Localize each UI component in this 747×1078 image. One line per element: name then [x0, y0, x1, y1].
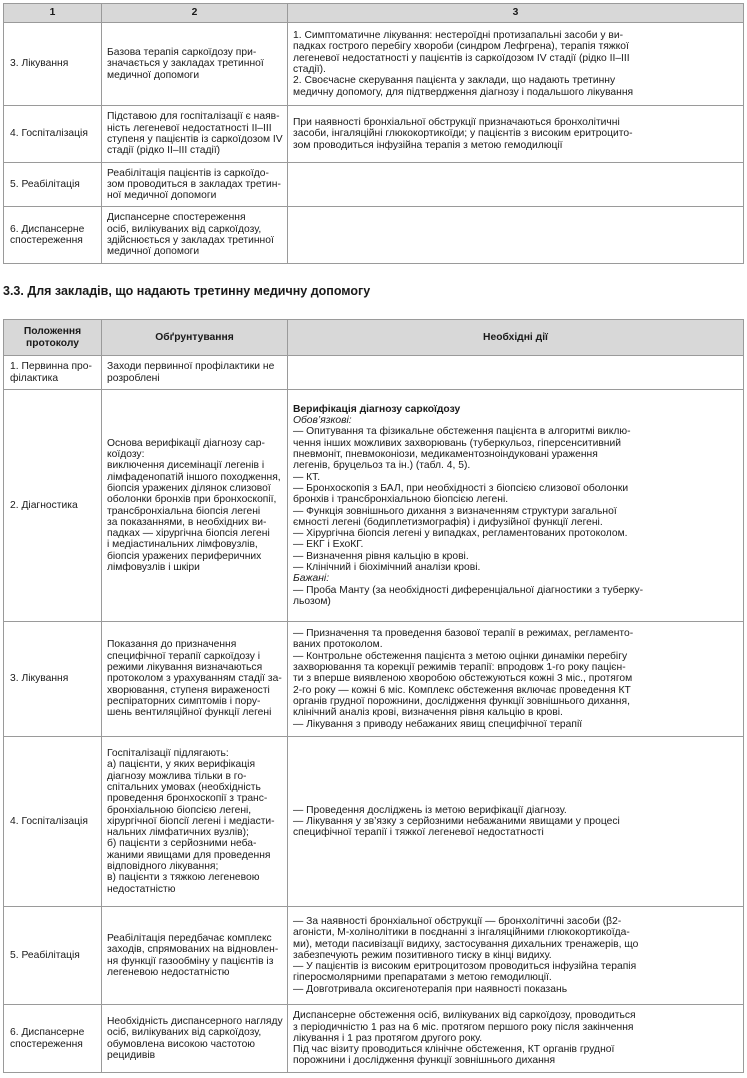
- header-basis: Обґрунтування: [102, 320, 288, 356]
- table-row-dispensary: [4, 207, 744, 264]
- actions-cell: При наявності бронхіальної обструкції призначаються бронхолітичні засоби, інгаляційні глюкокортикоїди; у пацієнтів з високим еритроцито- зом проводиться інфузійна терапія з метою гемодилюції: [288, 106, 744, 163]
- actions-cell: 1. Симптоматичне лікування: нестероїдні протизапальні засоби у ви- падках гострого перебігу хвороби (синдром Лефгрена), терапія тяжкої легеневої недостатності у пацієнтів із саркоїдозом IV стадії (рідко II–III стадії). 2. Своєчасне скерування пацієнта у заклади, що надають третинну медичну допомогу, для підтвердження діагнозу і подальшого лікування: [288, 23, 744, 106]
- basis-cell: Госпіталізації підлягають: а) пацієнти, у яких верифікація діагнозу можлива тільки в го- спітальних умовах (необхідність проведення бронхоскопії з транс- бронхіальною біопсією легені, хірургічної біопсії легені і медіасти- нальних лімфатичних вузлів); б) пацієнти з серйозними неба- жаними явищами для проведення відповідного лікування; в) пацієнти з тяжкою легеневою недостатністю: [102, 737, 288, 907]
- actions-cell-empty: [288, 207, 744, 264]
- header-cell-3: 3: [288, 4, 744, 23]
- stage-cell: 4. Госпіталізація: [4, 106, 102, 163]
- basis-cell: Реабілітація передбачає комплекс заходів, спрямованих на відновлен- ня функції газообміну у пацієнтів із легеневою недостатністю: [102, 907, 288, 1005]
- stage-cell: 5. Реабілітація: [4, 907, 102, 1005]
- basis-cell: Показання до призначення специфічної терапії саркоїдозу і режими лікування визначаються протоколом з урахуванням стадії за- хворювання, ступеня вираженості респіраторних симптомів і пору- шень вентиляційної функції легені: [102, 622, 288, 737]
- actions-cell: — Призначення та проведення базової терапії в режимах, регламенто- ваних протоколом. — Контрольне обстеження пацієнта з метою оцінки динаміки перебігу захворювання та корекції режимів терапії: впродовж 1-го року пацієн- ти з вперше виявленою хворобою обстежуються кожні 3 міс., протягом 2-го року — кожні 6 міс. Комплекс обстеження включає проведення КТ органів грудної порожнини, дослідження функції зовнішнього дихання, клінічний аналіз крові, визначення рівня кальцію в крові. — Лікування з приводу небажаних явищ специфічної терапії: [288, 622, 744, 737]
- table-row-hospitalization: [4, 106, 744, 163]
- table-row-prevention: [4, 356, 744, 390]
- table-primary-care: [3, 3, 744, 264]
- basis-cell: Заходи первинної профілактики не розроблені: [102, 356, 288, 390]
- actions-cell: Верифікація діагнозу саркоїдозу Обов’язкові: — Опитування та фізикальне обстеження пацієнта в алгоритмі виклю- чення інших можливих захворювань (туберкульоз, гіперсенситивний пневмоніт, пневмоконіози, медикаментозноіндуковані ураження легенів, бруцельоз та ін.) (табл. 4, 5). — КТ. — Бронхоскопія з БАЛ, при необхідності з біопсією слизової оболонки бронхів і трансбронхіальною біопсією легені. — Функція зовнішнього дихання з визначенням структури загальної ємності легені (бодиплетизмографія) і дифузійної функції легені. — Хірургічна біопсія легені у випадках, регламентованих протоколом. — ЕКГ і ЕхоКГ. — Визначення рівня кальцію в крові. — Клінічний і біохімічний аналізи крові. Бажані: — Проба Манту (за необхідності диференціальної діагностики з туберку- льозом): [288, 390, 744, 622]
- table-row-treatment: [4, 23, 744, 106]
- stage-cell: 6. Диспансерне спостереження: [4, 1005, 102, 1073]
- table-header-row: [4, 320, 744, 356]
- stage-cell: 2. Діагностика: [4, 390, 102, 622]
- stage-cell: 3. Лікування: [4, 23, 102, 106]
- basis-cell: Основа верифікації діагнозу сар- коїдозу: виключення дисемінації легенів і лімфаденопатій іншого походження, біопсія уражених ділянок слизової оболонки бронхів при бронхоскопії, трансбронхіальна біопсія легені за показаннями, в необхідних ви- падках — хірургічна біопсія легені і медіастинальних лімфовузлів, біопсія уражених периферичних лімфовузлів і шкіри: [102, 390, 288, 622]
- desirable-label: Бажані:: [293, 573, 330, 585]
- table-row-dispensary: [4, 1005, 744, 1073]
- header-cell-1: 1: [4, 4, 102, 23]
- table-row-diagnostics: [4, 390, 744, 622]
- basis-cell: Диспансерне спостереження осіб, вилікуваних від саркоїдозу, здійснюється у закладах третинної медичної допомоги: [102, 207, 288, 264]
- basis-cell: Необхідність диспансерного нагляду осіб, вилікуваних від саркоїдозу, обумовлена високою частотою рецидивів: [102, 1005, 288, 1073]
- actions-cell: Диспансерне обстеження осіб, вилікуваних від саркоїдозу, проводиться з періодичністю 1 раз на 6 міс. протягом першого року після закінчення лікування і 1 раз протягом другого року. Під час візиту проводиться клінічне обстеження, КТ органів грудної порожнини і дослідження функції зовнішнього дихання: [288, 1005, 744, 1073]
- table-tertiary-care: [3, 319, 744, 1073]
- mandatory-label: Обов’язкові:: [293, 415, 352, 427]
- basis-cell: Базова терапія саркоїдозу при- значається у закладах третинної медичної допомоги: [102, 23, 288, 106]
- actions-heading: Верифікація діагнозу саркоїдозу: [293, 403, 461, 415]
- stage-cell: 3. Лікування: [4, 622, 102, 737]
- basis-cell: Підставою для госпіталізації є наяв- ність легеневої недостатності II–III ступеня у пацієнтів із саркоїдозом IV стадії (рідко II–III стадії): [102, 106, 288, 163]
- header-cell-2: 2: [102, 4, 288, 23]
- stage-cell: 6. Диспансерне спостереження: [4, 207, 102, 264]
- table-row-treatment: [4, 622, 744, 737]
- basis-cell: Реабілітація пацієнтів із саркоїдо- зом проводиться в закладах третин- ної медичної допомоги: [102, 163, 288, 207]
- section-title: 3.3. Для закладів, що надають третинну медичну допомогу: [3, 284, 371, 298]
- actions-cell-empty: [288, 356, 744, 390]
- stage-cell: 1. Первинна про- філактика: [4, 356, 102, 390]
- stage-cell: 4. Госпіталізація: [4, 737, 102, 907]
- table-row-rehabilitation: [4, 907, 744, 1005]
- table-row-hospitalization: [4, 737, 744, 907]
- stage-cell: 5. Реабілітація: [4, 163, 102, 207]
- header-actions: Необхідні дії: [288, 320, 744, 356]
- actions-cell: — За наявності бронхіальної обструкції — бронхолітичні засоби (β2- агоністи, М-холінолітики в поєднанні з інгаляційними глюкокортикоїда- ми), методи пасивізації видиху, застосування дихальних тренажерів, що забезпечують режим позитивного тиску в кінці видиху. — У пацієнтів із високим еритроцитозом проводиться інфузійна терапія гіперосмолярними препаратами з метою гемодилюції. — Довготривала оксигенотерапія при наявності показань: [288, 907, 744, 1005]
- actions-cell-empty: [288, 163, 744, 207]
- actions-cell: — Проведення досліджень із метою верифікації діагнозу. — Лікування у зв’язку з серйозними небажаними явищами у процесі специфічної терапії і тяжкої легеневої недостатності: [288, 737, 744, 907]
- table-row-rehabilitation: [4, 163, 744, 207]
- table-header-row: [4, 4, 744, 23]
- header-stage: Положення протоколу: [4, 320, 102, 356]
